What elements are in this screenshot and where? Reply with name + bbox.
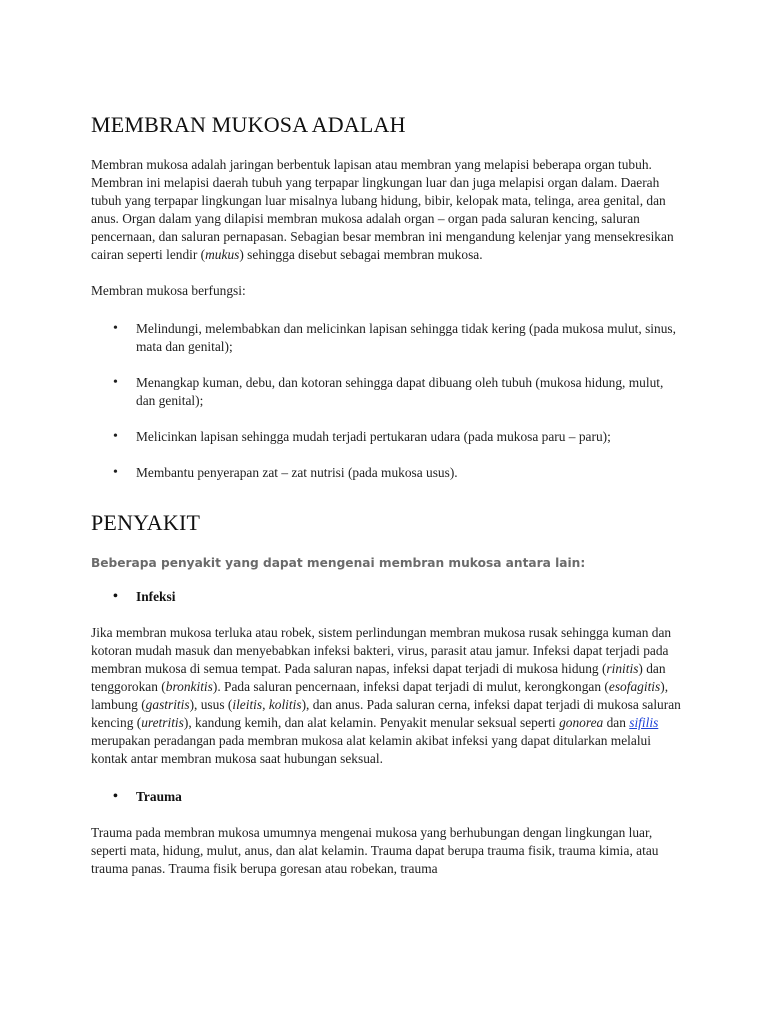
infeksi-text: , <box>262 697 269 712</box>
term-mukus: mukus <box>205 247 240 262</box>
term-gastritis: gastritis <box>145 697 190 712</box>
term-gonorea: gonorea <box>559 715 604 730</box>
term-rinitis: rinitis <box>606 661 639 676</box>
infeksi-paragraph <box>91 624 681 768</box>
term-uretritis: uretritis <box>141 715 184 730</box>
infeksi-text: ). Pada saluran pencernaan, infeksi dapat terjadi di mulut, kerongkongan ( <box>212 679 609 694</box>
term-kolitis: kolitis <box>268 697 302 712</box>
infeksi-text: ), dan anus. Pada saluran cerna, infeksi dapat terjadi di mukosa saluran kencing ( <box>91 697 681 730</box>
infeksi-text: ) dan tenggorokan ( <box>91 661 666 694</box>
infeksi-text: ), kandung kemih, dan alat kelamin. Penyakit menular seksual seperti <box>183 715 560 730</box>
trauma-heading-list <box>91 788 681 806</box>
intro-text: Membran mukosa adalah jaringan berbentuk lapisan atau membran yang melapisi beberapa organ tubuh. Membran ini melapisi daerah tubuh yang terpapar lingkungan luar dan juga melapisi organ dalam. Daerah tubuh yang terpapar lingkungan luar misalnya lubang hidung, bibir, kelopak mata, telinga, area genital, dan anus. Organ dalam yang dilapisi membran mukosa adalah organ – organ pada saluran kencing, saluran pencernaan, dan saluran pernapasan. Sebagian besar membran ini mengandung kelenjar yang mensekresikan cairan seperti lendir <box>91 157 674 262</box>
infeksi-text: ), usus ( <box>189 697 233 712</box>
fungsi-item: • Melindungi, melembabkan dan melicinkan lapisan sehingga tidak kering (pada mukosa mulut, sinus, mata dan genital); <box>91 320 681 356</box>
infeksi-heading: • Infeksi <box>91 588 681 606</box>
infeksi-text: merupakan peradangan pada membran mukosa alat kelamin akibat infeksi yang dapat ditularkan melalui kontak antar membran mukosa saat hubungan seksual. <box>91 733 651 766</box>
fungsi-list <box>91 320 681 482</box>
term-esofagitis: esofagitis <box>608 679 661 694</box>
penyakit-subtitle: Beberapa penyakit yang dapat mengenai membran mukosa antara lain: <box>91 556 586 570</box>
infeksi-text: ), lambung ( <box>91 679 669 712</box>
fungsi-item: • Membantu penyerapan zat – zat nutrisi (pada mukosa usus). <box>91 464 681 482</box>
sifilis-link[interactable]: sifilis <box>629 715 659 730</box>
term-bronkitis: bronkitis <box>165 679 213 694</box>
infeksi-text: Jika membran mukosa terluka atau robek, sistem perlindungan membran mukosa rusak sehingga kuman dan kotoran mudah masuk dan menyebabkan infeksi bakteri, virus, parasit atau jamur. Infeksi dapat terjadi pada membran mukosa di semua tempat. Pada saluran napas, infeksi dapat terjadi di mukosa hidung ( <box>91 625 672 676</box>
infeksi-text: dan <box>603 715 630 730</box>
fungsi-label: Membran mukosa berfungsi: <box>91 283 246 298</box>
infeksi-heading-list <box>91 588 681 606</box>
page-title: MEMBRAN MUKOSA ADALAH <box>91 112 406 137</box>
fungsi-item: • Melicinkan lapisan sehingga mudah terjadi pertukaran udara (pada mukosa paru – paru); <box>91 428 681 446</box>
intro-end-text: sehingga disebut sebagai membran mukosa. <box>247 247 483 262</box>
trauma-heading: • Trauma <box>91 788 681 806</box>
document-page <box>91 112 681 878</box>
term-ileitis: ileitis <box>232 697 263 712</box>
intro-paragraph: Membran mukosa adalah jaringan berbentuk lapisan atau membran yang melapisi beberapa organ tubuh. Membran ini melapisi daerah tubuh yang terpapar lingkungan luar dan juga melapisi organ dalam. Daerah tubuh yang terpapar lingkungan luar misalnya lubang hidung, bibir, kelopak mata, telinga, area genital, dan anus. Organ dalam yang dilapisi membran mukosa adalah organ – organ pada saluran kencing, saluran pencernaan, dan saluran pernapasan. Sebagian besar membran ini mengandung kelenjar yang mensekresikan cairan seperti lendir (mukus) sehingga disebut sebagai membran mukosa. <box>91 157 674 262</box>
trauma-paragraph: Trauma pada membran mukosa umumnya mengenai mukosa yang berhubungan dengan lingkungan luar, seperti mata, hidung, mulut, anus, dan alat kelamin. Trauma dapat berupa trauma fisik, trauma kimia, atau trauma panas. Trauma fisik berupa goresan atau robekan, trauma <box>91 825 659 876</box>
fungsi-item: • Menangkap kuman, debu, dan kotoran sehingga dapat dibuang oleh tubuh (mukosa hidung, mulut, dan genital); <box>91 374 681 410</box>
section-title-penyakit: PENYAKIT <box>91 510 201 535</box>
